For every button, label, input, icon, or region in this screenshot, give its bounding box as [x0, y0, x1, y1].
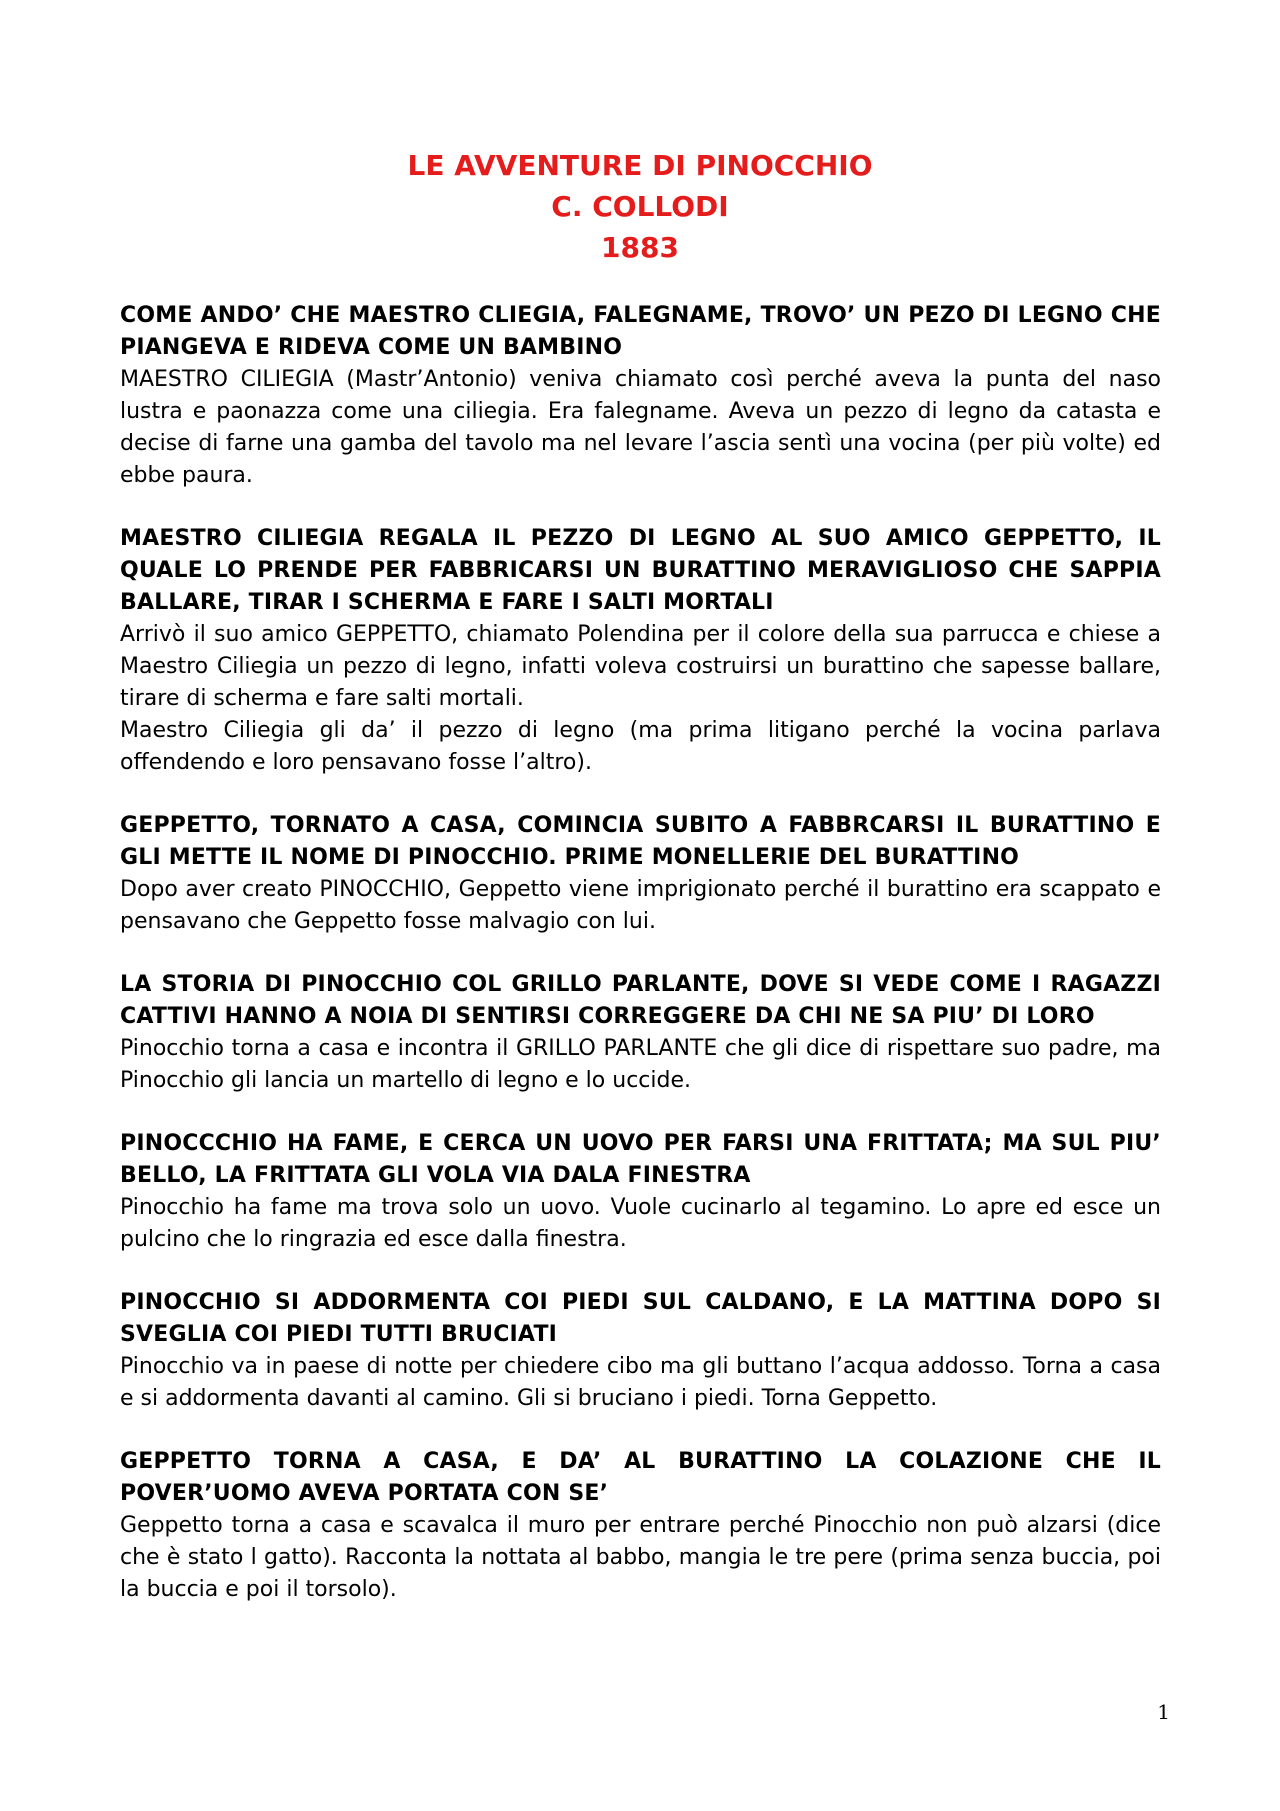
document-body — [120, 300, 1161, 1637]
chapter-paragraph: Pinocchio ha fame ma trova solo un uovo. Vuole cucinarlo al tegamino. Lo apre ed esce un pulcino che lo ringrazia ed esce dalla finestra. — [120, 1195, 1161, 1252]
chapter-section — [120, 969, 1161, 1097]
page-number: 1 — [1157, 1700, 1170, 1724]
chapter-heading: MAESTRO CILIEGIA REGALA IL PEZZO DI LEGNO AL SUO AMICO GEPPETTO, IL QUALE LO PRENDE PER FABBRICARSI UN BURATTINO MERAVIGLIOSO CHE SAPPIA BALLARE, TIRAR I SCHERMA E FARE I SALTI MORTALI — [120, 526, 1161, 615]
book-title: LE AVVENTURE DI PINOCCHIO — [407, 149, 873, 182]
chapter-heading: PINOCCCHIO HA FAME, E CERCA UN UOVO PER FARSI UNA FRITTATA; MA SUL PIU’ BELLO, LA FRITTATA GLI VOLA VIA DALA FINESTRA — [120, 1131, 1161, 1188]
title-block — [0, 145, 1280, 268]
chapter-paragraph: Arrivò il suo amico GEPPETTO, chiamato Polendina per il colore della sua parrucca e chiese a Maestro Ciliegia un pezzo di legno, infatti voleva costruirsi un burattino che sapesse ballare, tirare di scherma e fare salti mortali. — [120, 622, 1161, 711]
book-author: C. COLLODI — [551, 190, 729, 223]
chapter-section — [120, 1446, 1161, 1606]
book-year: 1883 — [601, 231, 679, 264]
chapter-section — [120, 300, 1161, 492]
chapter-paragraph: Geppetto torna a casa e scavalca il muro per entrare perché Pinocchio non può alzarsi (dice che è stato l gatto). Racconta la nottata al babbo, mangia le tre pere (prima senza buccia, poi la buccia e poi il torsolo). — [120, 1513, 1161, 1602]
chapter-paragraph: MAESTRO CILIEGIA (Mastr’Antonio) veniva chiamato così perché aveva la punta del naso lustra e paonazza come una ciliegia. Era falegname. Aveva un pezzo di legno da catasta e decise di farne una gamba del tavolo ma nel levare l’ascia sentì una vocina (per più volte) ed ebbe paura. — [120, 367, 1161, 488]
chapter-section — [120, 1287, 1161, 1415]
chapter-paragraph: Maestro Ciliegia gli da’ il pezzo di legno (ma prima litigano perché la vocina parlava offendendo e loro pensavano fosse l’altro). — [120, 718, 1161, 775]
chapter-section — [120, 1128, 1161, 1256]
chapter-heading: PINOCCHIO SI ADDORMENTA COI PIEDI SUL CALDANO, E LA MATTINA DOPO SI SVEGLIA COI PIEDI TUTTI BRUCIATI — [120, 1290, 1161, 1347]
chapter-section — [120, 523, 1161, 779]
chapter-section — [120, 810, 1161, 938]
chapter-heading: GEPPETTO, TORNATO A CASA, COMINCIA SUBITO A FABBRCARSI IL BURATTINO E GLI METTE IL NOME DI PINOCCHIO. PRIME MONELLERIE DEL BURATTINO — [120, 813, 1161, 870]
chapter-paragraph: Pinocchio va in paese di notte per chiedere cibo ma gli buttano l’acqua addosso. Torna a casa e si addormenta davanti al camino. Gli si bruciano i piedi. Torna Geppetto. — [120, 1354, 1161, 1411]
chapter-paragraph: Pinocchio torna a casa e incontra il GRILLO PARLANTE che gli dice di rispettare suo padre, ma Pinocchio gli lancia un martello di legno e lo uccide. — [120, 1036, 1161, 1093]
chapter-heading: LA STORIA DI PINOCCHIO COL GRILLO PARLANTE, DOVE SI VEDE COME I RAGAZZI CATTIVI HANNO A NOIA DI SENTIRSI CORREGGERE DA CHI NE SA PIU’ DI LORO — [120, 972, 1161, 1029]
chapter-heading: GEPPETTO TORNA A CASA, E DA’ AL BURATTINO LA COLAZIONE CHE IL POVER’UOMO AVEVA PORTATA CON SE’ — [120, 1449, 1161, 1506]
chapter-paragraph: Dopo aver creato PINOCCHIO, Geppetto viene imprigionato perché il burattino era scappato e pensavano che Geppetto fosse malvagio con lui. — [120, 877, 1161, 934]
chapter-heading: COME ANDO’ CHE MAESTRO CLIEGIA, FALEGNAME, TROVO’ UN PEZO DI LEGNO CHE PIANGEVA E RIDEVA COME UN BAMBINO — [120, 303, 1161, 360]
